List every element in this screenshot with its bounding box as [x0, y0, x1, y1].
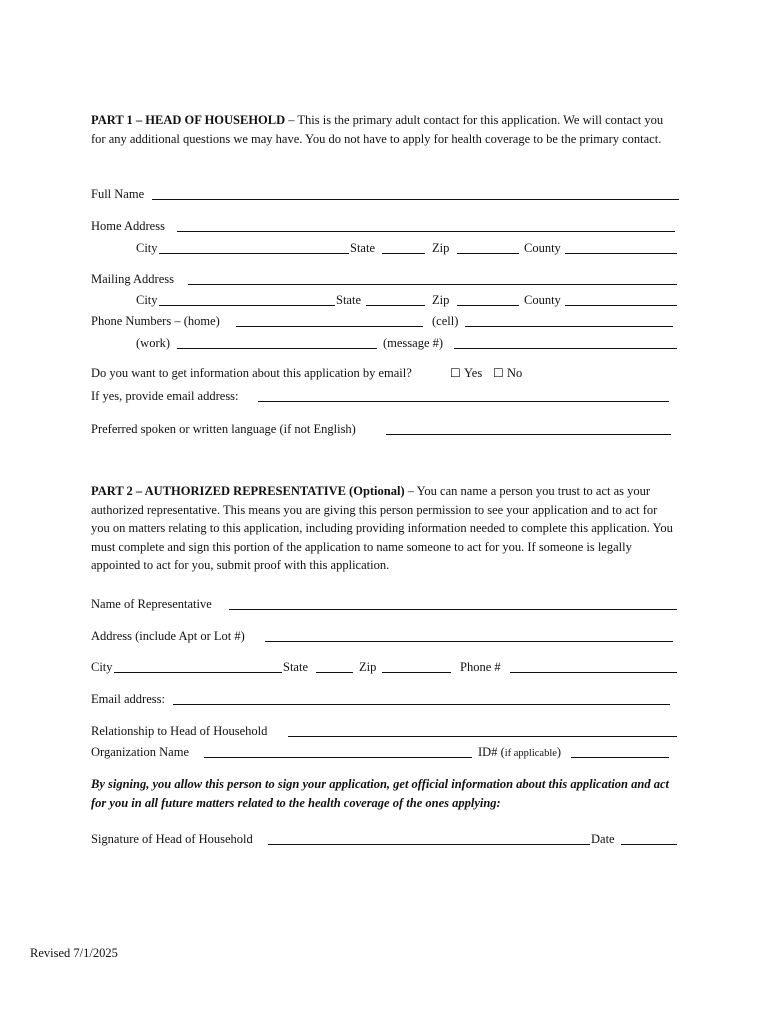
consent-statement: [91, 775, 677, 812]
rep-email-row: [91, 690, 681, 708]
home-city-label: City: [136, 241, 158, 255]
home-city-row: [91, 239, 681, 257]
organization-row: [91, 743, 681, 761]
phone-row: [91, 312, 681, 330]
rep-name-field[interactable]: [229, 609, 677, 610]
id-label: [478, 743, 561, 763]
yes-label: Yes: [464, 366, 483, 380]
organization-field[interactable]: [204, 757, 472, 758]
mailing-zip-field[interactable]: [457, 305, 519, 306]
phone-message-field[interactable]: [454, 348, 677, 349]
home-county-field[interactable]: [565, 253, 677, 254]
rep-phone-field[interactable]: [510, 672, 677, 673]
email-address-label: If yes, provide email address:: [91, 389, 239, 403]
yes-checkbox[interactable]: ☐: [450, 366, 461, 380]
mailing-zip-label: Zip: [432, 293, 450, 307]
phone-work-row: [91, 334, 681, 352]
full-name-row: [91, 185, 681, 203]
full-name-field[interactable]: [152, 199, 679, 200]
rep-address-row: [91, 627, 681, 645]
home-address-row: [91, 217, 681, 235]
date-field[interactable]: [621, 844, 677, 845]
rep-address-label: Address (include Apt or Lot #): [91, 629, 245, 643]
home-address-field[interactable]: [177, 231, 675, 232]
rep-phone-label: Phone #: [460, 660, 501, 674]
id-label-text: ID# (: [478, 745, 505, 759]
id-field[interactable]: [571, 757, 669, 758]
mailing-county-field[interactable]: [565, 305, 677, 306]
organization-label: Organization Name: [91, 745, 189, 759]
phone-work-label: (work): [136, 336, 171, 350]
no-label: No: [507, 366, 523, 380]
phone-cell-field[interactable]: [465, 326, 673, 327]
relationship-label: Relationship to Head of Household: [91, 724, 268, 738]
date-label: Date: [591, 832, 615, 846]
rep-address-field[interactable]: [265, 641, 673, 642]
id-label-close: ): [556, 745, 562, 759]
email-address-field[interactable]: [258, 401, 669, 402]
rep-state-field[interactable]: [316, 672, 353, 673]
home-state-label: State: [350, 241, 375, 255]
part2-intro: [91, 482, 677, 575]
revised-date: Revised 7/1/2025: [30, 946, 118, 960]
rep-city-field[interactable]: [114, 672, 282, 673]
home-zip-field[interactable]: [457, 253, 519, 254]
rep-name-label: Name of Representative: [91, 597, 212, 611]
email-question-row: [91, 364, 681, 382]
part2-heading: PART 2 – AUTHORIZED REPRESENTATIVE (Optional): [91, 484, 405, 498]
mailing-city-field[interactable]: [159, 305, 335, 306]
language-row: [91, 420, 681, 438]
home-zip-label: Zip: [432, 241, 450, 255]
phone-message-label: (message #): [383, 336, 444, 350]
rep-name-row: [91, 595, 681, 613]
phone-home-field[interactable]: [236, 326, 423, 327]
relationship-field[interactable]: [288, 736, 677, 737]
email-address-row: [91, 387, 681, 405]
home-state-field[interactable]: [382, 253, 425, 254]
mailing-state-label: State: [336, 293, 361, 307]
consent-text: By signing, you allow this person to sign your application, get official information about this application and act for you in all future matters related to the health coverage of the ones applying:: [91, 777, 669, 810]
part1-heading: PART 1 – HEAD OF HOUSEHOLD: [91, 113, 286, 127]
mailing-state-field[interactable]: [366, 305, 425, 306]
id-applicable-note: if applicable: [504, 748, 557, 759]
mailing-address-field[interactable]: [188, 284, 677, 285]
rep-zip-field[interactable]: [382, 672, 451, 673]
email-question: Do you want to get information about this application by email?: [91, 366, 412, 380]
phone-work-field[interactable]: [177, 348, 377, 349]
mailing-address-label: Mailing Address: [91, 272, 174, 286]
rep-state-label: State: [283, 660, 308, 674]
part1-intro-text: – This is the primary adult contact for this application. We will contact you for any additional questions we may have. You do not have to apply for health coverage to be the primary contact.: [91, 113, 664, 146]
part2-intro-text: – You can name a person you trust to act as your authorized representative. This means you are giving this person permission to see your application and to act for you on matters relating to this application, including providing information needed to complete this application. You must complete and sign this portion of the application to name someone to act for you. If someone is legally appointed to act for you, submit proof with this application.: [91, 484, 673, 573]
part1-intro: [91, 111, 677, 148]
signature-row: [91, 830, 681, 848]
mailing-city-label: City: [136, 293, 158, 307]
no-checkbox[interactable]: ☐: [493, 366, 504, 380]
signature-field[interactable]: [268, 844, 590, 845]
rep-city-label: City: [91, 660, 113, 674]
relationship-row: [91, 722, 681, 740]
rep-zip-label: Zip: [359, 660, 377, 674]
language-field[interactable]: [386, 434, 671, 435]
rep-email-label: Email address:: [91, 692, 165, 706]
full-name-label: Full Name: [91, 187, 145, 201]
mailing-address-row: [91, 270, 681, 288]
language-label: Preferred spoken or written language (if not English): [91, 422, 356, 436]
phone-cell-label: (cell): [432, 314, 459, 328]
home-address-label: Home Address: [91, 219, 165, 233]
home-county-label: County: [524, 241, 561, 255]
phone-home-label: Phone Numbers – (home): [91, 314, 220, 328]
rep-city-row: [91, 658, 681, 676]
mailing-city-row: [91, 291, 681, 309]
signature-label: Signature of Head of Household: [91, 832, 253, 846]
home-city-field[interactable]: [159, 253, 349, 254]
rep-email-field[interactable]: [173, 704, 670, 705]
mailing-county-label: County: [524, 293, 561, 307]
